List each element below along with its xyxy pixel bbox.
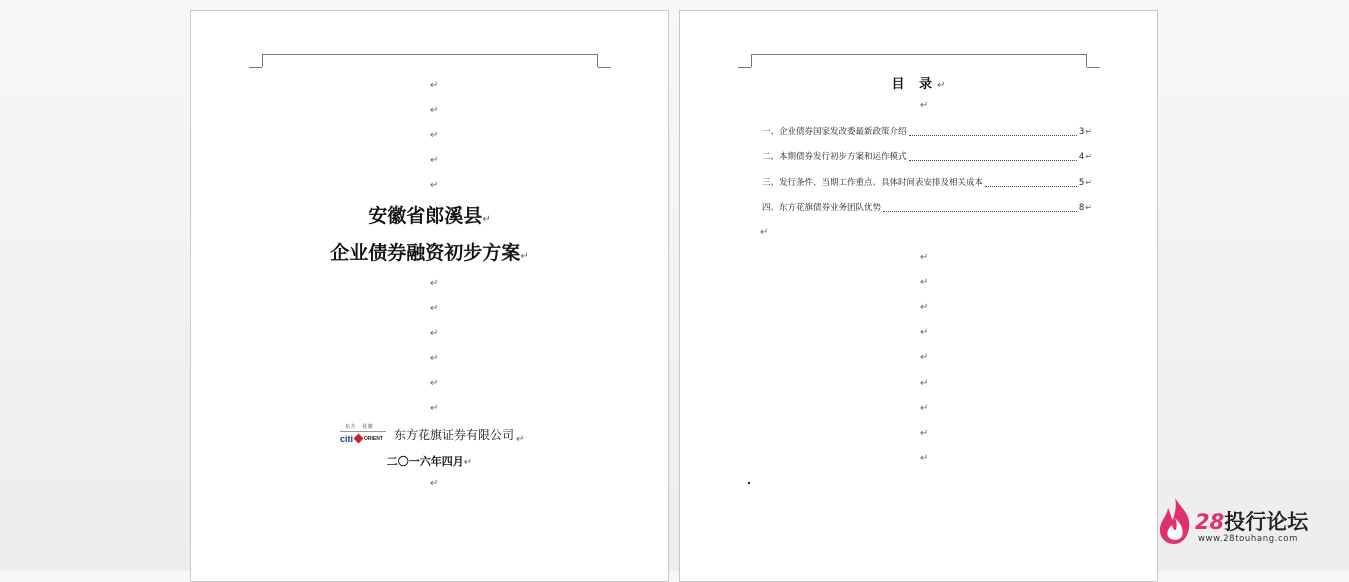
paragraph-mark: ↵ (430, 403, 439, 414)
paragraph-mark: ↵ (920, 302, 929, 313)
text-cursor-dot (748, 482, 750, 484)
cover-title-line-2: 企业债券融资初步方案↵ (330, 242, 529, 264)
paragraph-mark: ↵ (430, 378, 439, 389)
paragraph-mark: ↵ (920, 403, 929, 414)
toc-title: 目 录↵ (891, 77, 946, 92)
paragraph-mark: ↵ (920, 252, 929, 263)
flame-icon (1155, 496, 1195, 546)
company-signature: 东方 · 花旗 citi ORIENT 东方花旗证券有限公司 ↵ (340, 424, 525, 445)
paragraph-mark: ↵ (430, 478, 439, 489)
company-name: 东方花旗证券有限公司 (394, 427, 515, 442)
paragraph-mark: ↵ (760, 227, 769, 238)
watermark-logo (1155, 496, 1325, 548)
header-bracket (738, 54, 1100, 68)
company-logo: 东方 · 花旗 citi ORIENT (340, 423, 386, 445)
paragraph-mark: ↵ (430, 80, 439, 91)
paragraph-mark: ↵ (430, 278, 439, 289)
toc-entry[interactable]: 二、本期债券发行初步方案和运作模式 4 ↵ (762, 152, 1092, 162)
toc-entry[interactable]: 三、发行条件、当期工作重点、具体时间表安排及相关成本 5 ↵ (762, 178, 1092, 188)
paragraph-mark: ↵ (430, 328, 439, 339)
watermark-title: 28投行论坛 (1195, 510, 1309, 534)
paragraph-mark: ↵ (920, 100, 929, 111)
paragraph-mark: ↵ (430, 303, 439, 314)
cover-date: 二〇一六年四月↵ (386, 455, 473, 468)
paragraph-mark: ↵ (920, 378, 929, 389)
paragraph-mark: ↵ (430, 155, 439, 166)
paragraph-mark: ↵ (920, 352, 929, 363)
paragraph-mark: ↵ (430, 130, 439, 141)
watermark-url: www.28touhang.com (1198, 534, 1298, 544)
paragraph-mark: ↵ (430, 180, 439, 191)
cover-title-line-1: 安徽省郎溪县↵ (368, 205, 491, 227)
document-page-toc (679, 10, 1158, 582)
header-bracket (249, 54, 611, 68)
toc-entry[interactable]: 一、企业债券国家发改委最新政策介绍 3 ↵ (762, 127, 1092, 137)
paragraph-mark: ↵ (920, 453, 929, 464)
paragraph-mark: ↵ (920, 428, 929, 439)
document-page-cover (190, 10, 669, 582)
toc-entry[interactable]: 四、东方花旗债券业务团队优势 8 ↵ (762, 203, 1092, 213)
paragraph-mark: ↵ (920, 327, 929, 338)
paragraph-mark: ↵ (430, 105, 439, 116)
paragraph-mark: ↵ (430, 353, 439, 364)
paragraph-mark: ↵ (920, 277, 929, 288)
